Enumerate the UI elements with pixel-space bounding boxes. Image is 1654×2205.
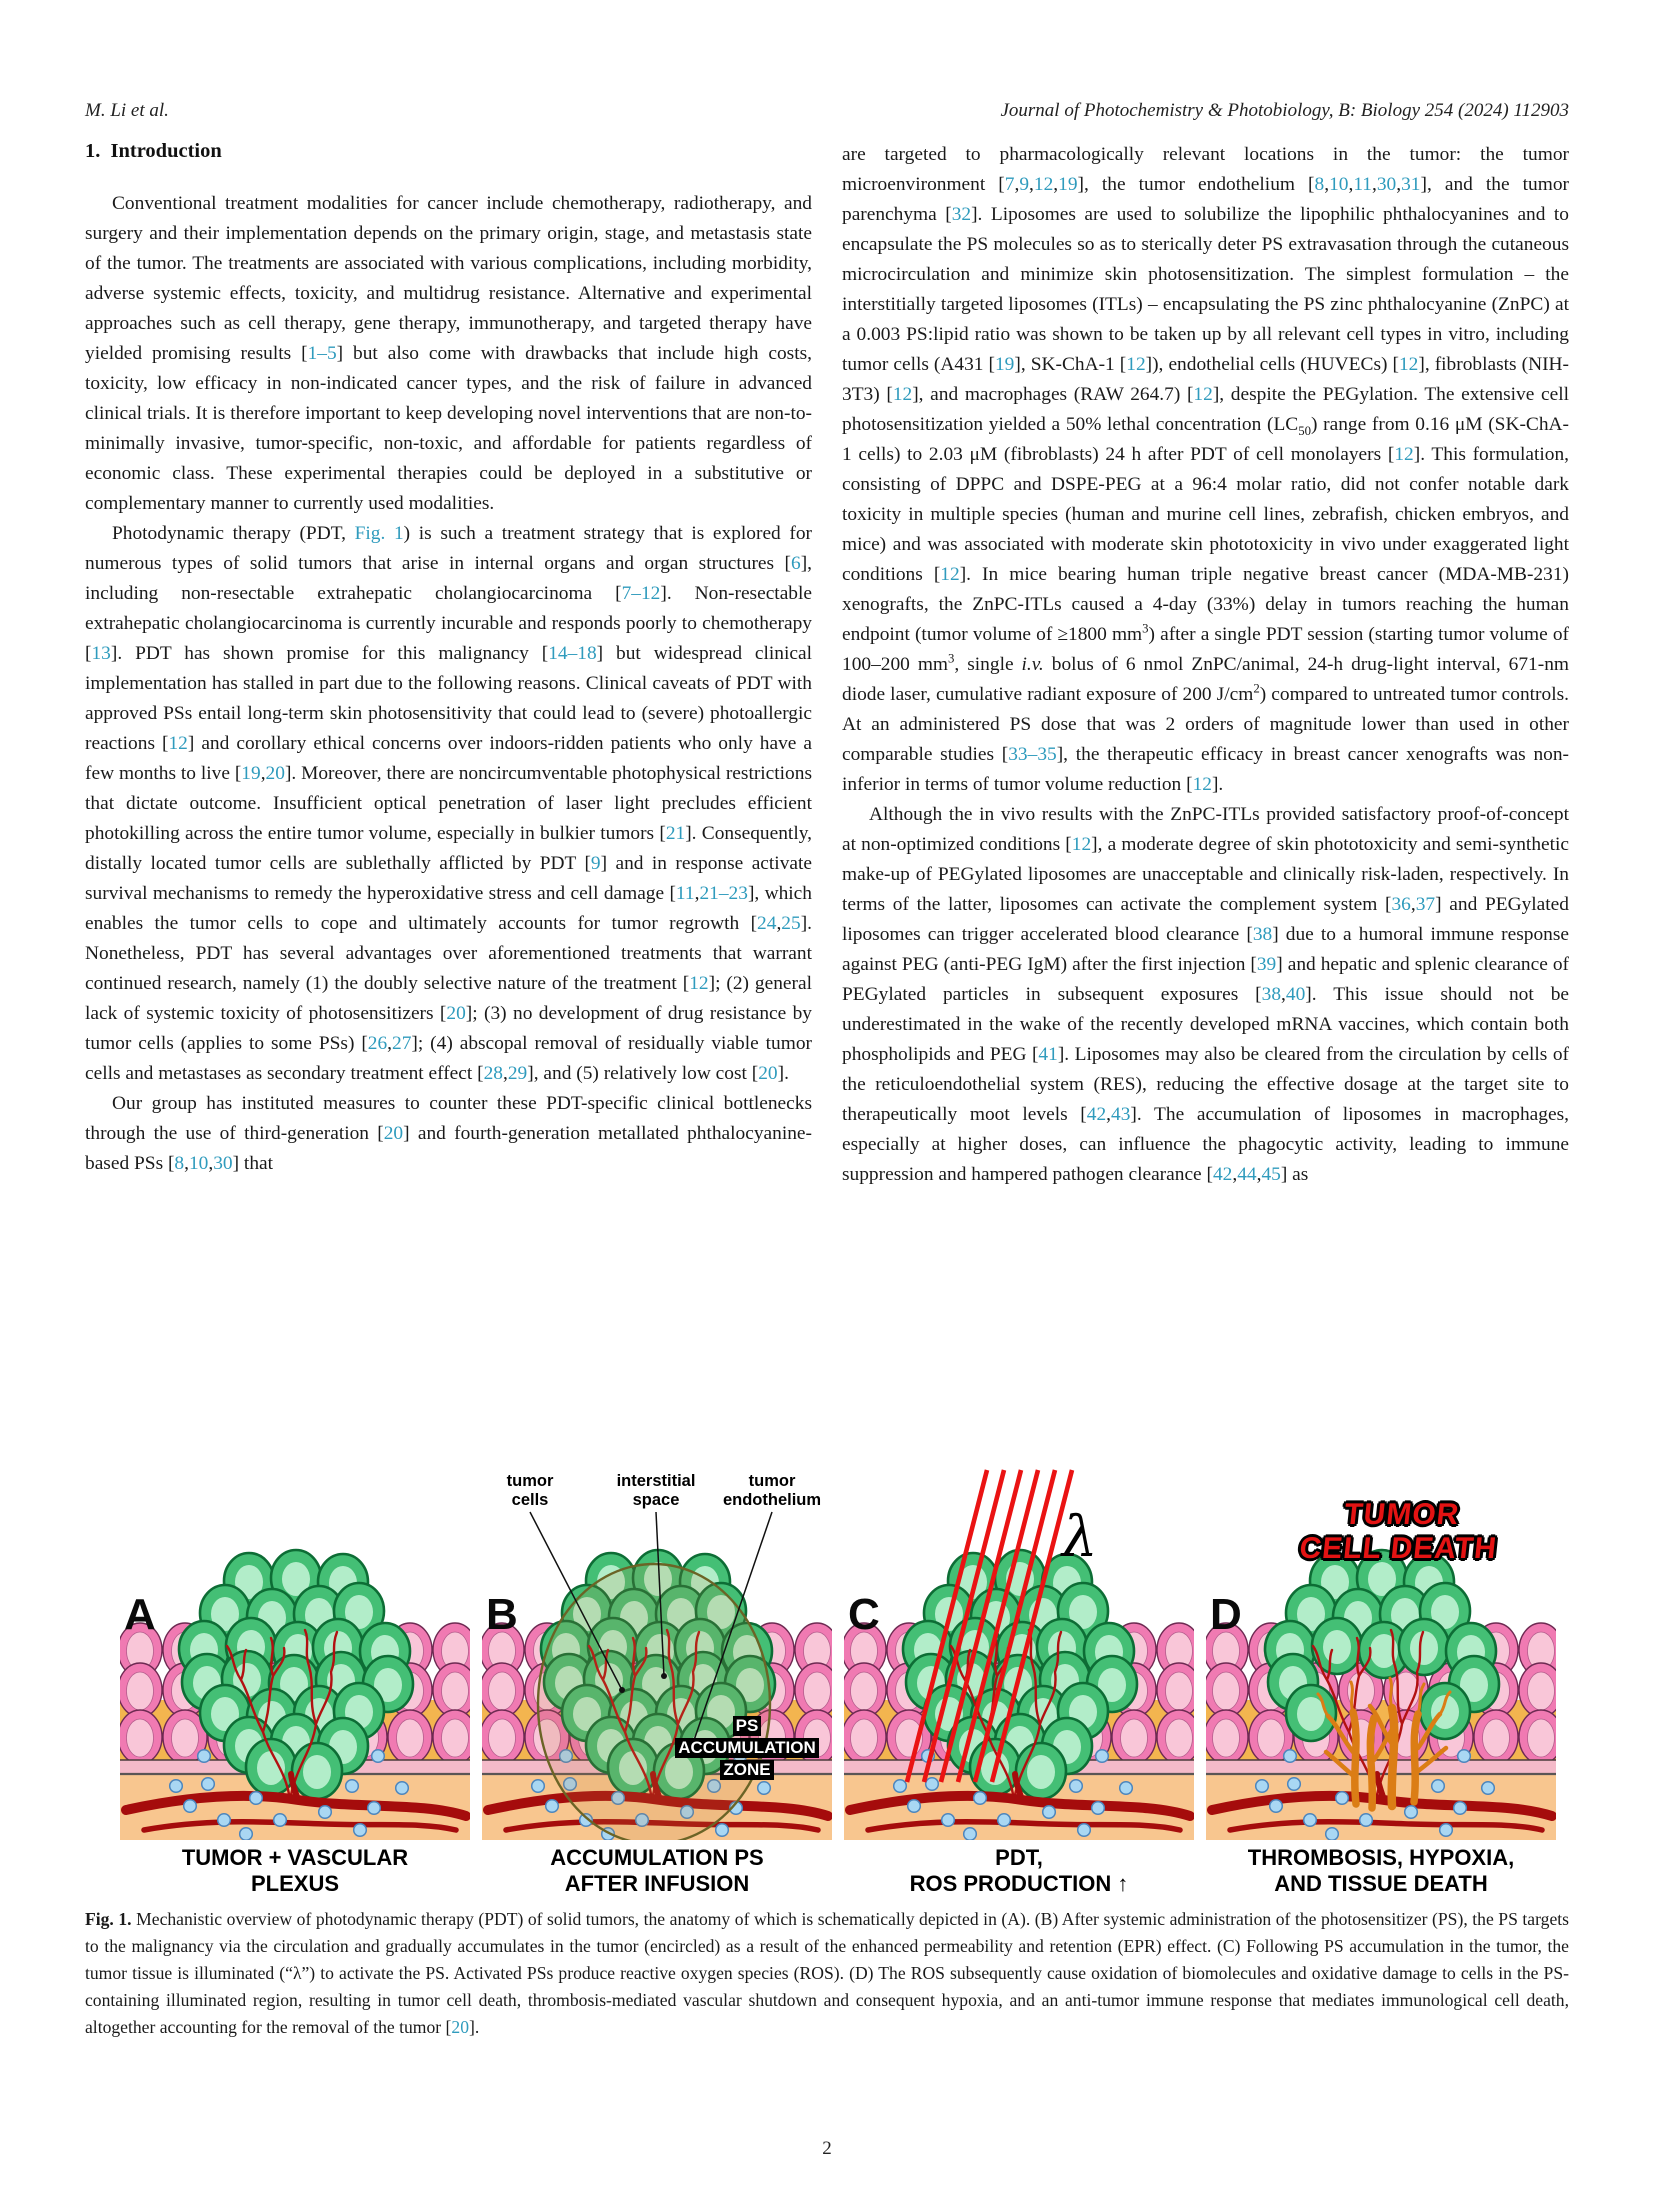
citation-link[interactable]: 33–35 <box>1008 744 1057 765</box>
citation-link[interactable]: 30 <box>1376 174 1397 195</box>
citation-link[interactable]: 8 <box>174 1153 185 1174</box>
citation-link[interactable]: 38 <box>1252 924 1273 945</box>
citation-link[interactable]: 7 <box>1004 174 1015 195</box>
citation-link[interactable]: 44 <box>1237 1164 1257 1185</box>
citation-link[interactable]: 45 <box>1261 1164 1281 1185</box>
citation-link[interactable]: 9 <box>590 853 601 874</box>
citation-link[interactable]: 13 <box>91 643 111 664</box>
citation-link[interactable]: 36 <box>1391 894 1411 915</box>
citation-link[interactable]: 20 <box>265 763 285 784</box>
citation-link[interactable]: 12 <box>1126 354 1146 375</box>
paragraph: Photodynamic therapy (PDT, Fig. 1) is such a treatment strategy that is explored for numerous types of solid tumors that arise in internal organs and organ structures [6], including non-resectable extrahepatic cholangiocarcinoma [7–12]. Non-resectable extrahepatic cholangiocarcinoma is currently incurable and responds poorly to chemotherapy [13]. PDT has shown promise for this malignancy [14–18] but widespread clinical implementation has stalled in part due to the following reasons. Clinical caveats of PDT with approved PSs entail long-term skin photosensitivity that could lead to (severe) photoallergic reactions [12] and corollary ethical concerns over indoors-ridden patients who only have a few months to live [19,20]. Moreover, there are noncircumventable photophysical restrictions that dictate outcome. Insufficient optical penetration of laser light precludes efficient photokilling across the entire tumor volume, especially in bulkier tumors [21]. Consequently, distally located tumor cells are sublethally afflicted by PDT [9] and in response activate survival mechanisms to remedy the hyperoxidative stress and cell damage [11,21–23], which enables the tumor cells to cope and ultimately accounts for tumor regrowth [24,25]. Nonetheless, PDT has several advantages over aforementioned treatments that warrant continued research, namely (1) the doubly selective nature of the treatment [12]; (2) general lack of systemic toxicity of photosensitizers [20]; (3) no development of drug resistance by tumor cells (applies to some PSs) [26,27]; (4) abscopal removal of residually viable tumor cells and metastases as secondary treatment effect [28,29], and (5) relatively low cost [20]. <box>85 523 813 1084</box>
svg-text:tumor: tumor <box>506 1472 554 1490</box>
citation-link[interactable]: 20 <box>383 1123 404 1144</box>
panel-c-graphic <box>844 1468 1194 1840</box>
citation-link[interactable]: 7–12 <box>621 583 661 604</box>
paragraph: are targeted to pharmacologically relevant locations in the tumor: the tumor microenvironment [7,9,12,19], the tumor endothelium [8,10,11,30,31], and the tumor parenchyma [32]. Liposomes are used to solubilize the lipophilic phthalocyanines and to encapsulate the PS molecules so as to sterically deter PS extravasation through the cutaneous microcirculation and minimize skin photosensitization. The simplest formulation – the interstitially targeted liposomes (ITLs) – encapsulating the PS zinc phthalocyanine (ZnPC) at a 0.003 PS:lipid ratio was shown to be taken up by all relevant cell types in vitro, including tumor cells (A431 [19], SK-ChA-1 [12]), endothelial cells (HUVECs) [12], fibroblasts (NIH-3T3) [12], and macrophages (RAW 264.7) [12], despite the PEGylation. The extensive cell photosensitization yielded a 50% lethal concentration $(LC_{50})$ range from 0.16 μM (SK-ChA-1 cells) to 2.03 μM (fibroblasts) 24 h after PDT of cell monolayers [12]. This formulation, consisting of DPPC and DSPE-PEG at a 96:4 molar ratio, did not confer notable dark toxicity in multiple species (human and murine cell lines, zebrafish, chicken embryos, and mice) and was associated with moderate skin phototoxicity in vivo under exaggerated light conditions [12]. In mice bearing human triple negative breast cancer (MDA-MB-231) xenografts, the ZnPC-ITLs caused a 4-day (33%) delay in tumors reaching the human endpoint (tumor volume of ≥1800 $mm^3$) after a single PDT session (starting tumor volume of 100–200 $mm^3$, single i.v. bolus of 6 nmol ZnPC/animal, 24-h drug-light interval, 671-nm diode laser, cumulative radiant exposure of 200 $J/cm^2$) compared to untreated tumor controls. At an administered PS dose that was 2 orders of magnitude lower than used in other comparable studies [33–35], the therapeutic efficacy in breast cancer xenografts was non-inferior in terms of tumor volume reduction [12]. <box>842 144 1570 795</box>
citation-link[interactable]: 26 <box>367 1033 388 1054</box>
citation-link[interactable]: 20 <box>451 2017 469 2037</box>
citation-link[interactable]: 10 <box>188 1153 209 1174</box>
citation-link[interactable]: 37 <box>1415 894 1436 915</box>
citation-link[interactable]: 12 <box>168 733 188 754</box>
body-columns <box>85 140 1569 1190</box>
citation-link[interactable]: 12 <box>689 973 709 994</box>
page-number: 2 <box>822 2138 832 2159</box>
citation-link[interactable]: 38 <box>1261 984 1282 1005</box>
paragraph: Our group has instituted measures to counter these PDT-specific clinical bottlenecks through the use of third-generation [20] and fourth-generation metallated phthalocyanine-based PSs [8,10,30] that <box>85 1093 812 1174</box>
citation-link[interactable]: 40 <box>1285 984 1306 1005</box>
citation-link[interactable]: 19 <box>241 763 261 784</box>
panel-caption-c: PDT, ROS PRODUCTION ↑ <box>909 1845 1129 1896</box>
running-author: M. Li et al. <box>85 100 169 121</box>
citation-link[interactable]: 12 <box>1394 444 1414 465</box>
citation-link[interactable]: 21 <box>665 823 686 844</box>
epr-accumulation-circle <box>538 1564 770 1840</box>
citation-link[interactable]: 12 <box>1398 354 1419 375</box>
svg-text:tumor: tumor <box>748 1472 796 1490</box>
citation-link[interactable]: 11 <box>675 883 695 904</box>
citation-link[interactable]: 29 <box>507 1063 528 1084</box>
citation-link[interactable]: 14–18 <box>548 643 597 664</box>
citation-link[interactable]: 10 <box>1329 174 1349 195</box>
svg-text:cells: cells <box>511 1491 549 1509</box>
figure-panel-a <box>120 1468 470 1897</box>
citation-link[interactable]: 43 <box>1111 1104 1131 1125</box>
citation-link[interactable]: Fig. 1 <box>354 523 404 544</box>
panel-caption-b: ACCUMULATION PS AFTER INFUSION <box>550 1845 764 1896</box>
citation-link[interactable]: 41 <box>1038 1044 1058 1065</box>
left-paragraphs <box>85 189 812 1179</box>
right-paragraphs <box>842 140 1569 1190</box>
citation-link[interactable]: 12 <box>892 384 913 405</box>
citation-link[interactable]: 28 <box>483 1063 503 1084</box>
panel-caption-d: THROMBOSIS, HYPOXIA, AND TISSUE DEATH <box>1247 1845 1515 1896</box>
running-journal: Journal of Photochemistry & Photobiology, B: Biology 254 (2024) 112903 <box>1000 100 1569 121</box>
panel-letter-b: B <box>486 1590 518 1639</box>
citation-link[interactable]: 30 <box>213 1153 233 1174</box>
svg-text:interstitial: interstitial <box>616 1472 696 1490</box>
citation-link[interactable]: 20 <box>446 1003 466 1024</box>
ps-accumulation-zone-badge: PS ACCUMULATION ZONE <box>662 1716 832 1782</box>
citation-link[interactable]: 1–5 <box>307 343 337 364</box>
panel-letter-a: A <box>124 1590 156 1639</box>
citation-link[interactable]: 20 <box>758 1063 778 1084</box>
citation-link[interactable]: 42 <box>1086 1104 1107 1125</box>
right-column <box>842 140 1569 1190</box>
running-header <box>85 100 1569 122</box>
panel-b-graphic <box>482 1468 832 1840</box>
panel-letter-c: C <box>848 1590 880 1639</box>
citation-link[interactable]: 19 <box>994 354 1015 375</box>
citation-link[interactable]: 12 <box>1071 834 1092 855</box>
panel-a-graphic <box>120 1468 470 1840</box>
citation-link[interactable]: 39 <box>1256 954 1277 975</box>
citation-link[interactable]: 25 <box>781 913 801 934</box>
left-column <box>85 140 812 1190</box>
citation-link[interactable]: 31 <box>1401 174 1421 195</box>
citation-link[interactable]: 12 <box>1192 774 1212 795</box>
figure-panels <box>120 1468 1556 1897</box>
figure-caption: Fig. 1. Mechanistic overview of photodynamic therapy (PDT) of solid tumors, the anatomy of which is schematically depicted in (A). (B) After systemic administration of the photosensitizer (PS), the PS targets to the malignancy via the circulation and gradually accumulates in the tumor (encircled) as a result of the enhanced permeability and retention (EPR) effect. (C) Following PS accumulation in the tumor, the tumor tissue is illuminated (“λ”) to activate the PS. Activated PSs produce reactive oxygen species (ROS). (D) The ROS subsequently cause oxidation of biomolecules and oxidative damage to cells in the PS-containing illuminated region, resulting in tumor cell death, thrombosis-mediated vascular shutdown and consequent hypoxia, and an anti-tumor immune response that mediates immunological cell death, altogether accounting for the removal of the tumor [20]. <box>85 1909 1569 2037</box>
citation-link[interactable]: 9 <box>1019 174 1030 195</box>
section-heading: 1. Introduction <box>85 140 222 162</box>
citation-link[interactable]: 11 <box>1353 174 1372 195</box>
panel-caption-a: TUMOR + VASCULAR PLEXUS <box>181 1845 409 1896</box>
citation-link[interactable]: 21–23 <box>699 883 748 904</box>
citation-link[interactable]: 6 <box>790 553 801 574</box>
lambda-symbol: λ <box>1062 1505 1098 1570</box>
paragraph: Conventional treatment modalities for cancer include chemotherapy, radiotherapy, and surgery and their implementation depends on the primary origin, stage, and metastasis state of the tumor. The treatments are associated with various complications, including morbidity, adverse systemic effects, toxicity, and multidrug resistance. Alternative and experimental approaches such as cell therapy, gene therapy, immunotherapy, and targeted therapy have yielded promising results [1–5] but also come with drawbacks that include high costs, toxicity, low efficacy in non-indicated cancer types, and the risk of failure in advanced clinical trials. It is therefore important to keep developing novel interventions that are non-to-minimally invasive, tumor-specific, non-toxic, and affordable for patients regardless of economic class. These experimental therapies could be deployed in a substitutive or complementary manner to currently used modalities. <box>85 193 813 514</box>
citation-link[interactable]: 12 <box>940 564 960 585</box>
citation-link[interactable]: 42 <box>1212 1164 1233 1185</box>
panel-letter-d: D <box>1210 1590 1242 1639</box>
tumor-cell-death-label: TUMOR CELL DEATH <box>1297 1498 1499 1565</box>
figure-panel-c <box>844 1468 1194 1897</box>
citation-link[interactable]: 32 <box>951 204 972 225</box>
svg-text:space: space <box>632 1491 680 1509</box>
citation-link[interactable]: 12 <box>1033 174 1054 195</box>
figure-panel-d <box>1206 1468 1556 1897</box>
figure-panel-b <box>482 1468 832 1897</box>
citation-link[interactable]: 12 <box>1193 384 1213 405</box>
citation-link[interactable]: 24 <box>757 913 777 934</box>
svg-text:endothelium: endothelium <box>722 1491 822 1509</box>
paragraph: Although the in vivo results with the ZnPC-ITLs provided satisfactory proof-of-concept at non-optimized conditions [12], a moderate degree of skin phototoxicity and semi-synthetic make-up of PEGylated liposomes are unacceptable and clinically risk-laden, respectively. In terms of the latter, liposomes can activate the complement system [36,37] and PEGylated liposomes can trigger accelerated blood clearance [38] due to a humoral immune response against PEG (anti-PEG IgM) after the first injection [39] and hepatic and splenic clearance of PEGylated particles in subsequent exposures [38,40]. This issue should not be underestimated in the wake of the recently developed mRNA vaccines, which contain both phospholipids and PEG [41]. Liposomes may also be cleared from the circulation by cells of the reticuloendothelial system (RES), reducing the effective dosage at the target site to therapeutically moot levels [42,43]. The accumulation of liposomes in macrophages, especially at higher doses, can influence the phagocytic activity, leading to immune suppression and hampered pathogen clearance [42,44,45] as <box>842 804 1569 1185</box>
figure-1 <box>120 1468 1556 1897</box>
citation-link[interactable]: 27 <box>392 1033 412 1054</box>
citation-link[interactable]: 8 <box>1314 174 1325 195</box>
citation-link[interactable]: 19 <box>1058 174 1078 195</box>
